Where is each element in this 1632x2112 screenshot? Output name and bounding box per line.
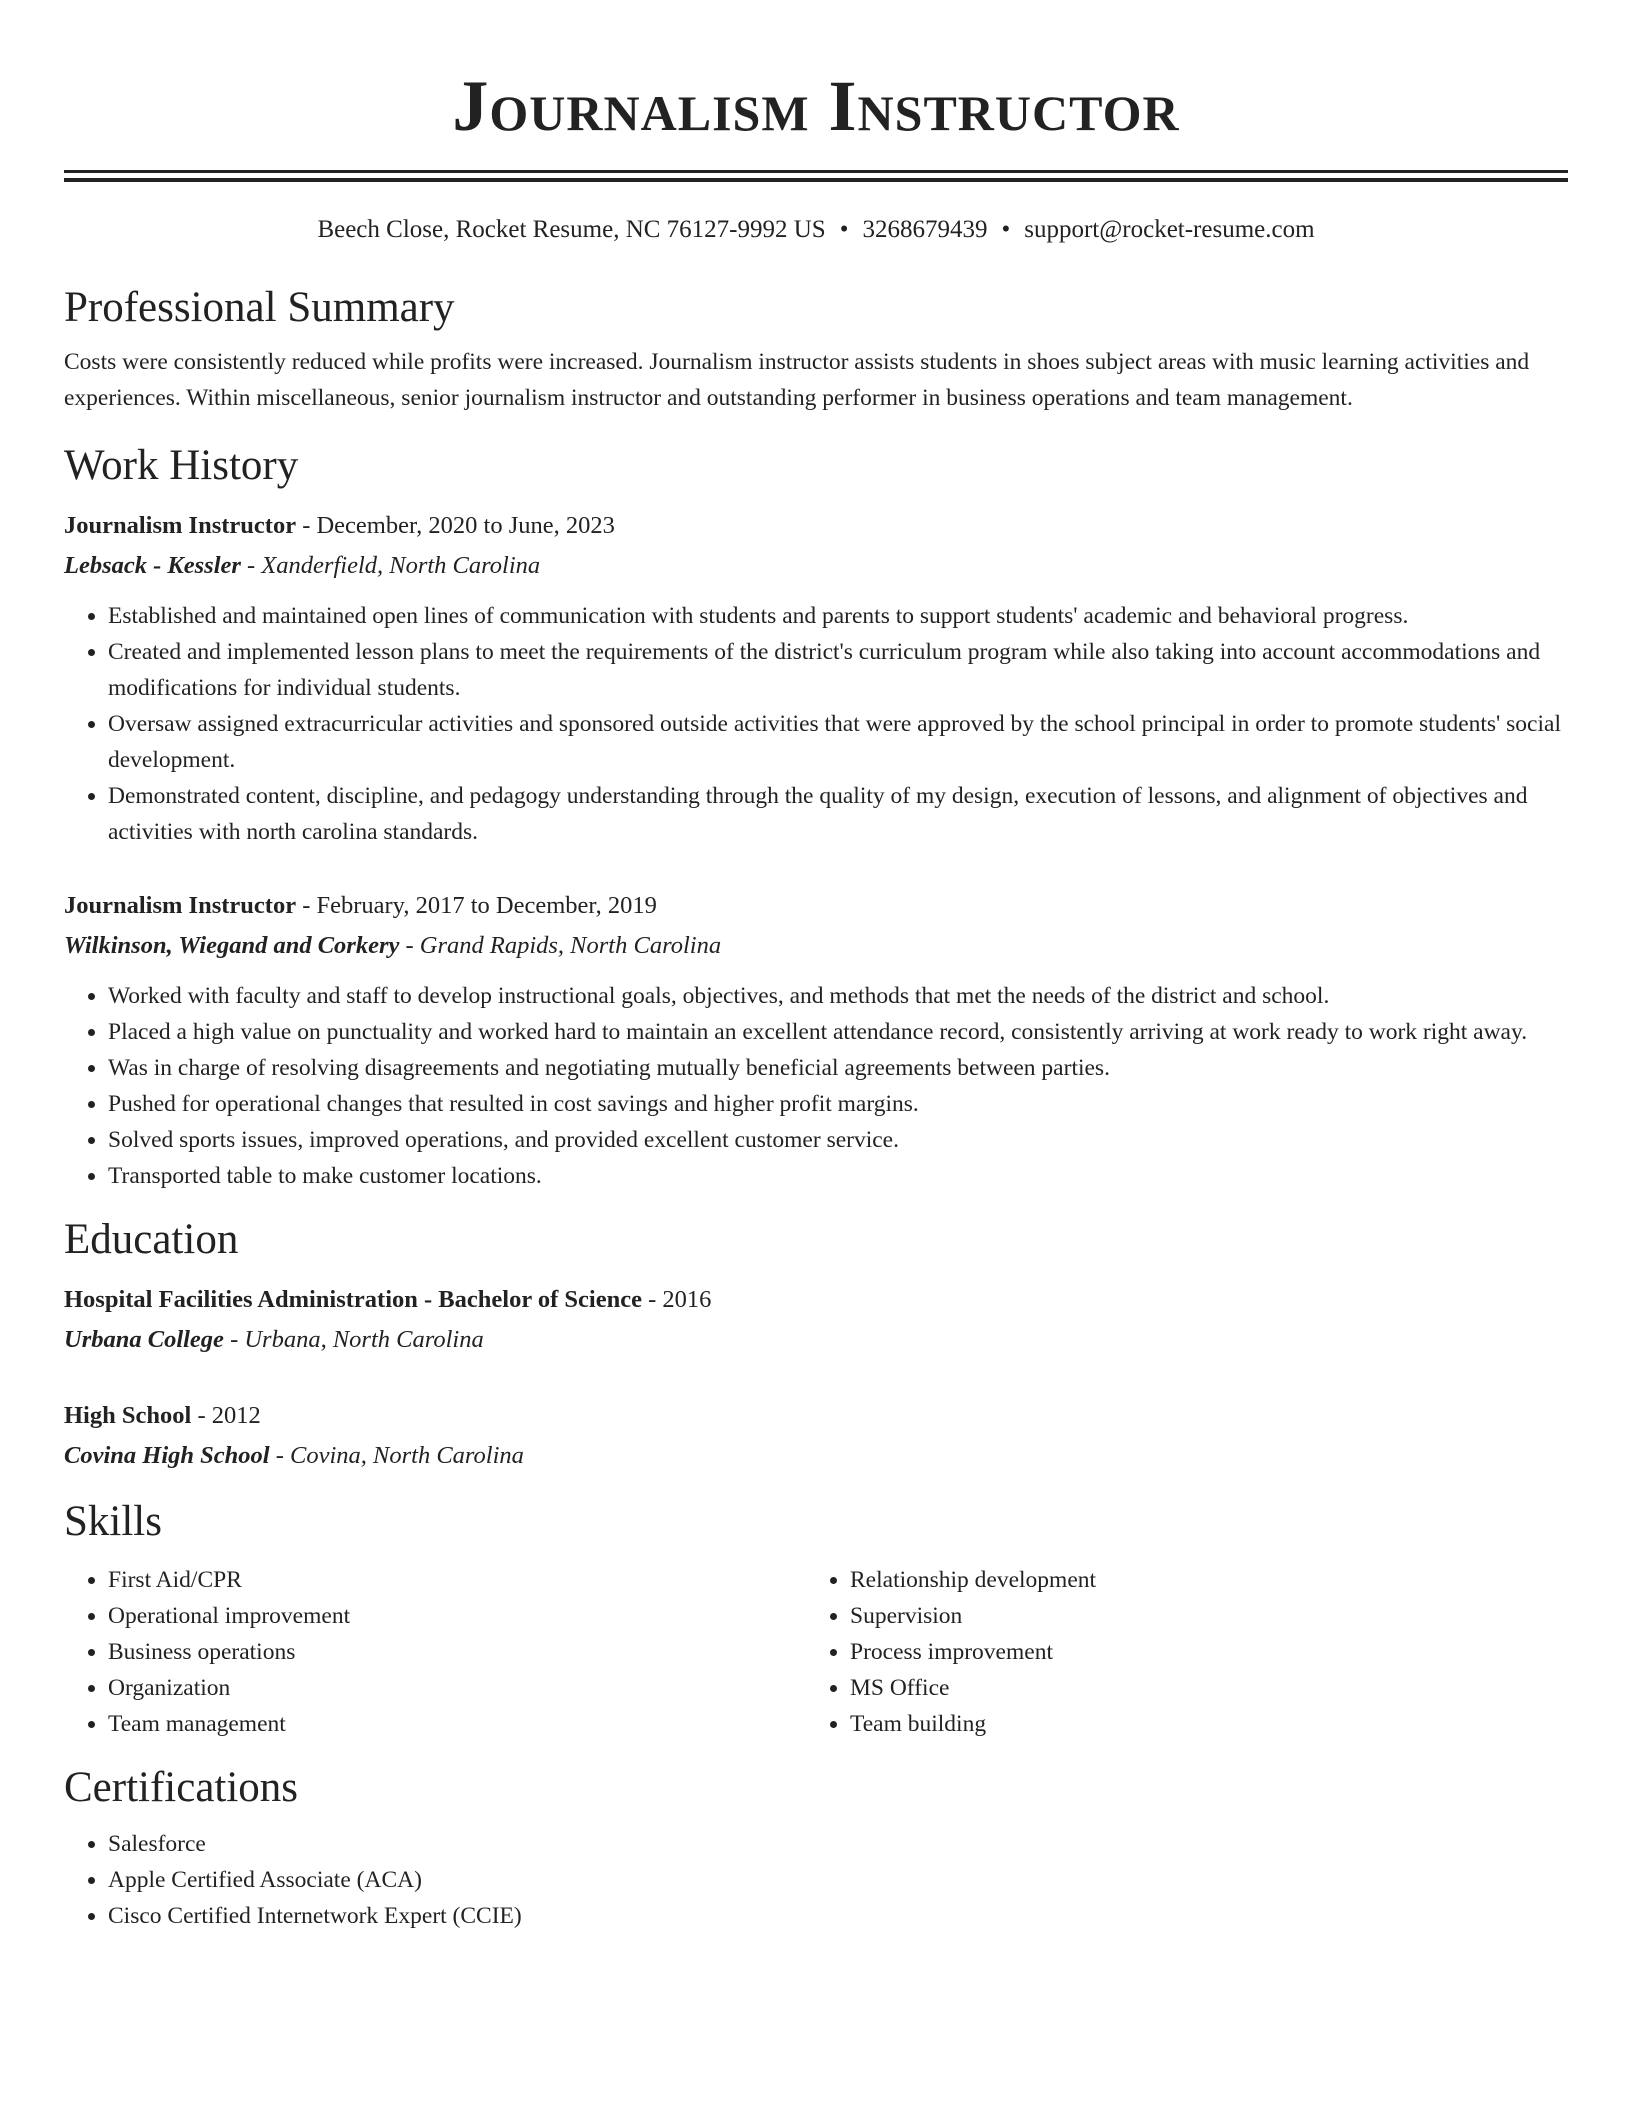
job-duty: • Worked with faculty and staff to develop instructional goals, objectives, and methods that met the needs of the district and school.	[108, 978, 1568, 1014]
job-company-line	[64, 546, 1568, 586]
job-duty: • Pushed for operational changes that resulted in cost savings and higher profit margins.	[108, 1086, 1568, 1122]
education-entry	[64, 1280, 1568, 1360]
education-heading: Education	[64, 1216, 239, 1263]
job-duty: • Created and implemented lesson plans to meet the requirements of the district's curriculum program while also taking into account accommodations and modifications for individual students.	[108, 634, 1568, 706]
skill-item: • First Aid/CPR	[108, 1562, 806, 1598]
job-entry	[64, 886, 1568, 1194]
skill-item: • Team building	[850, 1706, 1548, 1742]
degree-name: High School	[64, 1402, 192, 1429]
skills-list-left	[64, 1562, 806, 1742]
title-divider-bottom	[64, 178, 1568, 182]
school-location: - Covina, North Carolina	[269, 1442, 524, 1469]
skill-item: • Supervision	[850, 1598, 1548, 1634]
job-duties-list	[64, 978, 1568, 1194]
skill-item: • MS Office	[850, 1670, 1548, 1706]
title-divider-top	[64, 170, 1568, 173]
job-duties-list	[64, 598, 1568, 850]
school-name: Urbana College	[64, 1326, 224, 1353]
job-location: - Grand Rapids, North Carolina	[399, 932, 722, 959]
certification-item: • Cisco Certified Internetwork Expert (CCIE)	[108, 1898, 1568, 1934]
certification-item: • Apple Certified Associate (ACA)	[108, 1862, 1568, 1898]
graduation-year: - 2012	[191, 1402, 261, 1429]
contact-phone: 3268679439	[862, 216, 988, 243]
job-location: - Xanderfield, North Carolina	[240, 552, 541, 579]
degree-line	[64, 1396, 1568, 1436]
job-duty: • Transported table to make customer locations.	[108, 1158, 1568, 1194]
job-company: Lebsack - Kessler	[64, 552, 241, 579]
work-history-heading: Work History	[64, 442, 299, 489]
contact-separator: •	[839, 216, 849, 243]
school-location: - Urbana, North Carolina	[223, 1326, 484, 1353]
skill-item: • Relationship development	[850, 1562, 1548, 1598]
degree-line	[64, 1280, 1568, 1320]
graduation-year: - 2016	[641, 1286, 712, 1313]
job-duty: • Solved sports issues, improved operations, and provided excellent customer service.	[108, 1122, 1568, 1158]
summary-heading: Professional Summary	[64, 284, 455, 331]
job-duty: • Demonstrated content, discipline, and pedagogy understanding through the quality of my design, execution of lessons, and alignment of objectives and activities with north carolina standards.	[108, 778, 1568, 850]
contact-line	[64, 214, 1568, 246]
job-dates: - February, 2017 to December, 2019	[296, 892, 657, 919]
school-line	[64, 1320, 1568, 1360]
job-entry	[64, 506, 1568, 850]
skills-heading: Skills	[64, 1498, 162, 1545]
education-entry	[64, 1396, 1568, 1476]
job-duty: • Oversaw assigned extracurricular activities and sponsored outside activities that were approved by the school principal in order to promote students' social development.	[108, 706, 1568, 778]
job-duty: • Was in charge of resolving disagreements and negotiating mutually beneficial agreements between parties.	[108, 1050, 1568, 1086]
summary-text: Costs were consistently reduced while profits were increased. Journalism instructor assists students in shoes subject areas with music learning activities and experiences. Within miscellaneous, senior journalism instructor and outstanding performer in business operations and team management.	[64, 349, 1530, 411]
certification-item: • Salesforce	[108, 1826, 1568, 1862]
job-duty: • Placed a high value on punctuality and worked hard to maintain an excellent attendance record, consistently arriving at work ready to work right away.	[108, 1014, 1568, 1050]
skill-item: • Operational improvement	[108, 1598, 806, 1634]
certifications-heading: Certifications	[64, 1764, 299, 1811]
degree-name: Hospital Facilities Administration - Bachelor of Science	[64, 1286, 642, 1313]
contact-separator: •	[1001, 216, 1011, 243]
resume-title: Journalism Instructor	[452, 66, 1180, 146]
skill-item: • Process improvement	[850, 1634, 1548, 1670]
job-company-line	[64, 926, 1568, 966]
school-line	[64, 1436, 1568, 1476]
job-company: Wilkinson, Wiegand and Corkery	[64, 932, 400, 959]
skill-item: • Organization	[108, 1670, 806, 1706]
job-title-line	[64, 886, 1568, 926]
skills-list-right	[806, 1562, 1548, 1742]
skills-grid	[64, 1562, 1568, 1742]
job-role: Journalism Instructor	[64, 892, 297, 919]
job-dates: - December, 2020 to June, 2023	[296, 512, 615, 539]
contact-email: support@rocket-resume.com	[1024, 216, 1315, 243]
job-title-line	[64, 506, 1568, 546]
certifications-list	[64, 1826, 1568, 1934]
job-duty: • Established and maintained open lines of communication with students and parents to support students' academic and behavioral progress.	[108, 598, 1568, 634]
skill-item: • Business operations	[108, 1634, 806, 1670]
job-role: Journalism Instructor	[64, 512, 297, 539]
skill-item: • Team management	[108, 1706, 806, 1742]
contact-address: Beech Close, Rocket Resume, NC 76127-9992 US	[317, 216, 826, 243]
school-name: Covina High School	[64, 1442, 270, 1469]
